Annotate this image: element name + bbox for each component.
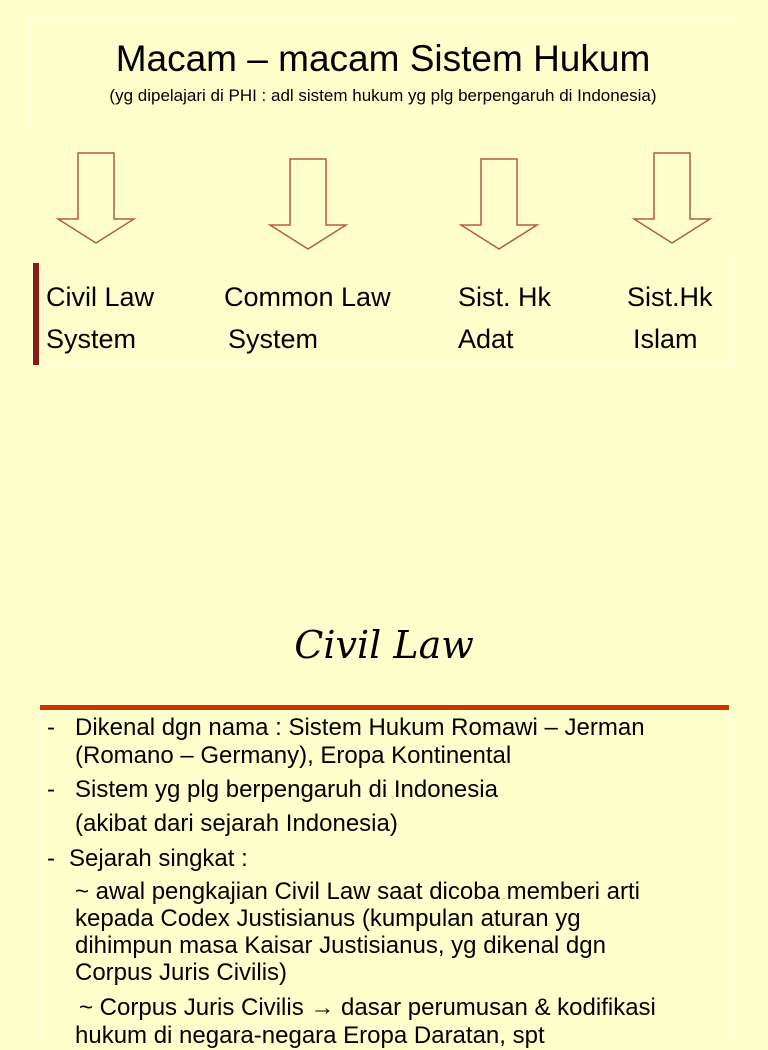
system-common-law <box>224 276 391 360</box>
slide-title: Civil Law <box>294 623 474 667</box>
slide-subtitle: (yg dipelajari di PHI : adl sistem hukum yg plg berpengaruh di Indonesia) <box>109 86 657 105</box>
list-item-line: hukum di negara-negara Eropa Daratan, spt <box>75 1022 545 1049</box>
bullet-dash: - <box>47 714 55 741</box>
slide-2 <box>0 512 768 1049</box>
list-item-line: kepada Codex Justisianus (kumpulan aturan yg <box>75 905 581 932</box>
down-arrow-icon <box>632 151 712 247</box>
system-label-line1: Common Law <box>224 282 391 312</box>
list-item-line: (Romano – Germany), Eropa Kontinental <box>75 742 512 769</box>
list-item-line: Sejarah singkat : <box>69 845 248 872</box>
system-civil-law <box>46 276 154 360</box>
title-box <box>30 18 736 122</box>
list-item-line: Corpus Juris Civilis) <box>75 959 288 986</box>
system-hukum-islam <box>627 276 713 360</box>
system-label-line2: System <box>46 324 137 354</box>
systems-box <box>33 263 733 365</box>
down-arrow-icon <box>459 157 539 253</box>
system-label-line1: Civil Law <box>46 282 155 312</box>
slide-1 <box>0 0 768 512</box>
system-label-line2: System <box>228 324 319 354</box>
down-arrow-icon <box>268 157 348 253</box>
down-arrow-icon <box>56 151 136 247</box>
system-label-line1: Sist.Hk <box>627 282 713 312</box>
list-item-line: ~ Corpus Juris Civilis → dasar perumusan & kodifikasi <box>79 994 656 1021</box>
list-item-line: ~ awal pengkajian Civil Law saat dicoba memberi arti <box>75 878 640 905</box>
list-item-line: Sistem yg plg berpengaruh di Indonesia <box>75 776 498 803</box>
bullet-dash: - <box>47 776 55 803</box>
bullet-dash: - <box>47 845 55 872</box>
system-label-line2: Islam <box>633 324 698 354</box>
system-label-line1: Sist. Hk <box>458 282 552 312</box>
list-item-line: (akibat dari sejarah Indonesia) <box>75 810 398 837</box>
system-hukum-adat <box>458 276 551 360</box>
system-label-line2: Adat <box>458 324 514 354</box>
list-item-line: Dikenal dgn nama : Sistem Hukum Romawi – Jerman <box>75 714 645 741</box>
list-item-line: dihimpun masa Kaisar Justisianus, yg dikenal dgn <box>75 932 606 959</box>
slide-title: Macam – macam Sistem Hukum <box>115 38 651 79</box>
accent-bar <box>33 263 39 365</box>
